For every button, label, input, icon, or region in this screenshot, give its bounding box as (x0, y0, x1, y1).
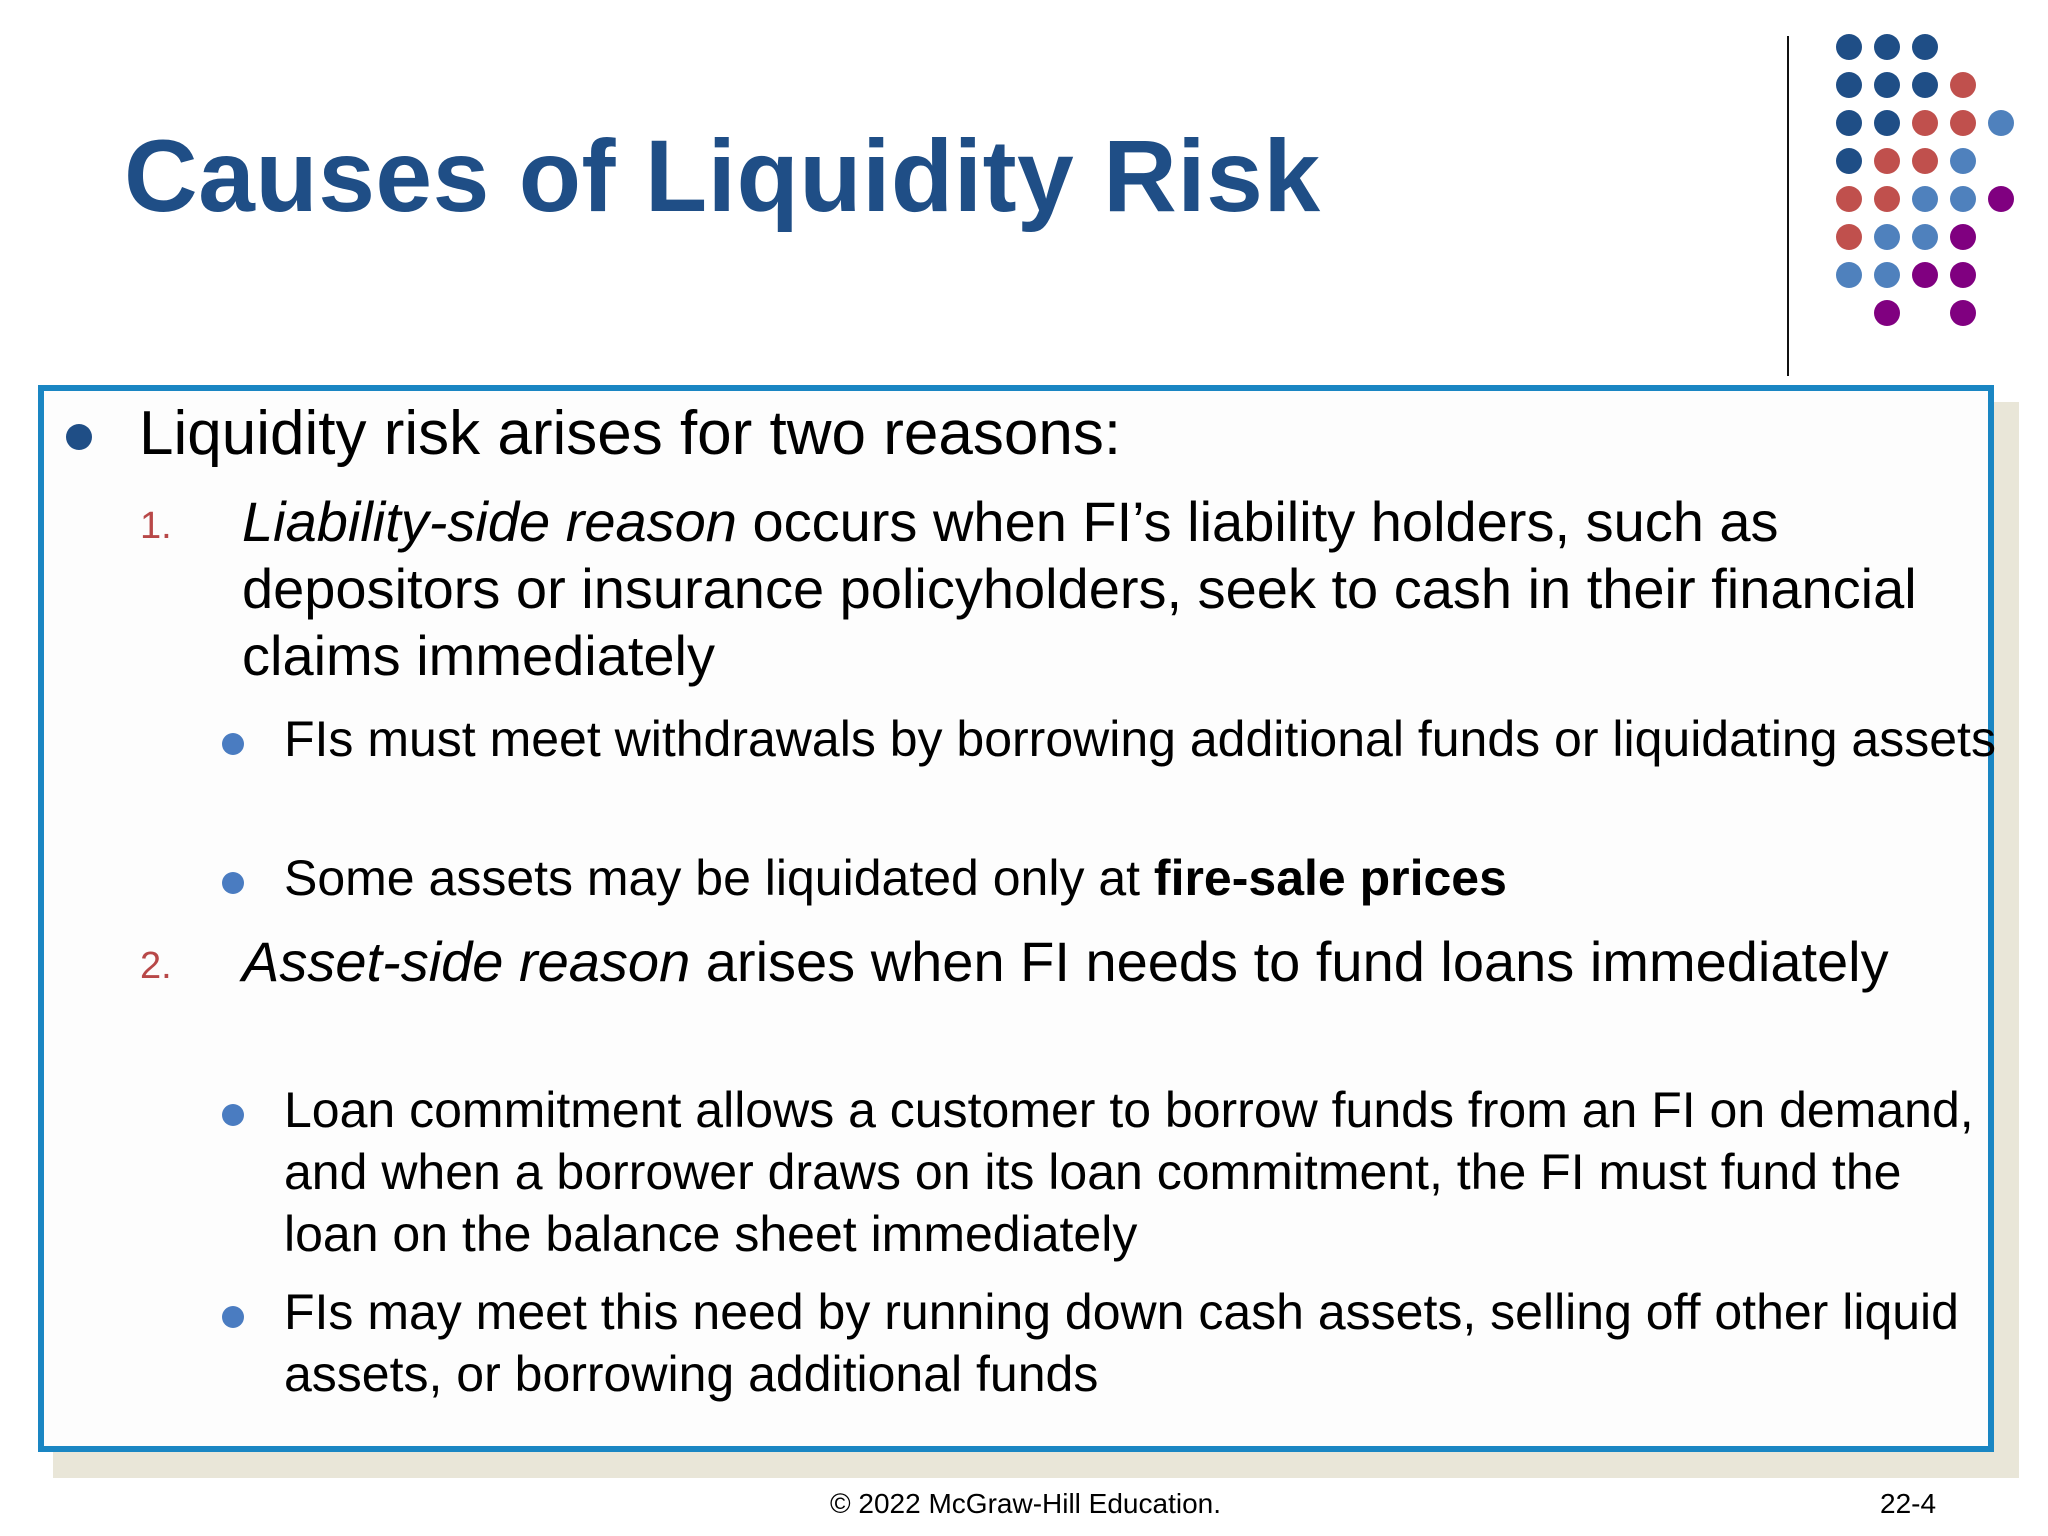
decorative-dot (1874, 224, 1900, 250)
slide-title: Causes of Liquidity Risk (124, 119, 1321, 233)
decorative-dot (1912, 72, 1938, 98)
decorative-dot (1874, 148, 1900, 174)
sub-item-bold-term: fire-sale prices (1153, 850, 1507, 906)
item-text: arises when FI needs to fund loans immediately (690, 930, 1889, 993)
item-term: Liability-side reason (242, 490, 737, 553)
list-item-liability-side (242, 488, 2002, 689)
item-text: occurs when FI’s liability holders, such as depositors or insurance policyholders, seek to cash in their financial claims immediately (242, 490, 1917, 687)
sub-item: FIs may meet this need by running down cash assets, selling off other liquid assets, or borrowing additional funds (284, 1284, 1959, 1402)
list-item-asset-side (242, 928, 2002, 995)
sub-item: Loan commitment allows a customer to borrow funds from an FI on demand, and when a borrower draws on its loan commitment, the FI must fund the loan on the balance sheet immediately (284, 1082, 1974, 1262)
decorative-dot (1950, 148, 1976, 174)
sub-item (284, 847, 2004, 909)
decorative-dot (1950, 72, 1976, 98)
decorative-dot (1836, 148, 1862, 174)
item-number: 1. (140, 505, 172, 547)
bullet-icon (66, 424, 92, 450)
decorative-dot (1950, 186, 1976, 212)
decorative-dot (1836, 110, 1862, 136)
decorative-dot (1912, 186, 1938, 212)
decorative-dot (1836, 224, 1862, 250)
decorative-dot (1874, 110, 1900, 136)
sub-bullet-icon (222, 733, 244, 755)
decorative-dot (1950, 262, 1976, 288)
sub-bullet-icon (222, 1306, 244, 1328)
decorative-divider (1787, 36, 1789, 376)
sub-item-text: Some assets may be liquidated only at (284, 850, 1154, 906)
decorative-dot (1912, 34, 1938, 60)
item-number: 2. (140, 945, 172, 987)
decorative-dot (1874, 34, 1900, 60)
decorative-dot (1912, 224, 1938, 250)
decorative-dot (1950, 300, 1976, 326)
sub-bullet-icon (222, 872, 244, 894)
decorative-dot (1874, 72, 1900, 98)
decorative-dot (1950, 224, 1976, 250)
decorative-dot (1988, 186, 2014, 212)
decorative-dot (1912, 148, 1938, 174)
sub-bullet-icon (222, 1104, 244, 1126)
decorative-dot (1836, 34, 1862, 60)
decorative-dot (1912, 262, 1938, 288)
decorative-dot (1836, 186, 1862, 212)
item-term: Asset-side reason (242, 930, 691, 993)
footer-copyright: © 2022 McGraw-Hill Education. (830, 1488, 1222, 1519)
main-bullet-text: Liquidity risk arises for two reasons: (139, 399, 1122, 468)
sub-item: FIs must meet withdrawals by borrowing additional funds or liquidating assets (284, 711, 1996, 767)
decorative-dot (1874, 262, 1900, 288)
decorative-dot (1836, 262, 1862, 288)
decorative-dot (1988, 110, 2014, 136)
decorative-dot (1874, 300, 1900, 326)
decorative-dot (1874, 186, 1900, 212)
decorative-dot (1950, 110, 1976, 136)
decorative-dot (1912, 110, 1938, 136)
decorative-dot (1836, 72, 1862, 98)
page-number: 22-4 (1880, 1488, 1937, 1519)
